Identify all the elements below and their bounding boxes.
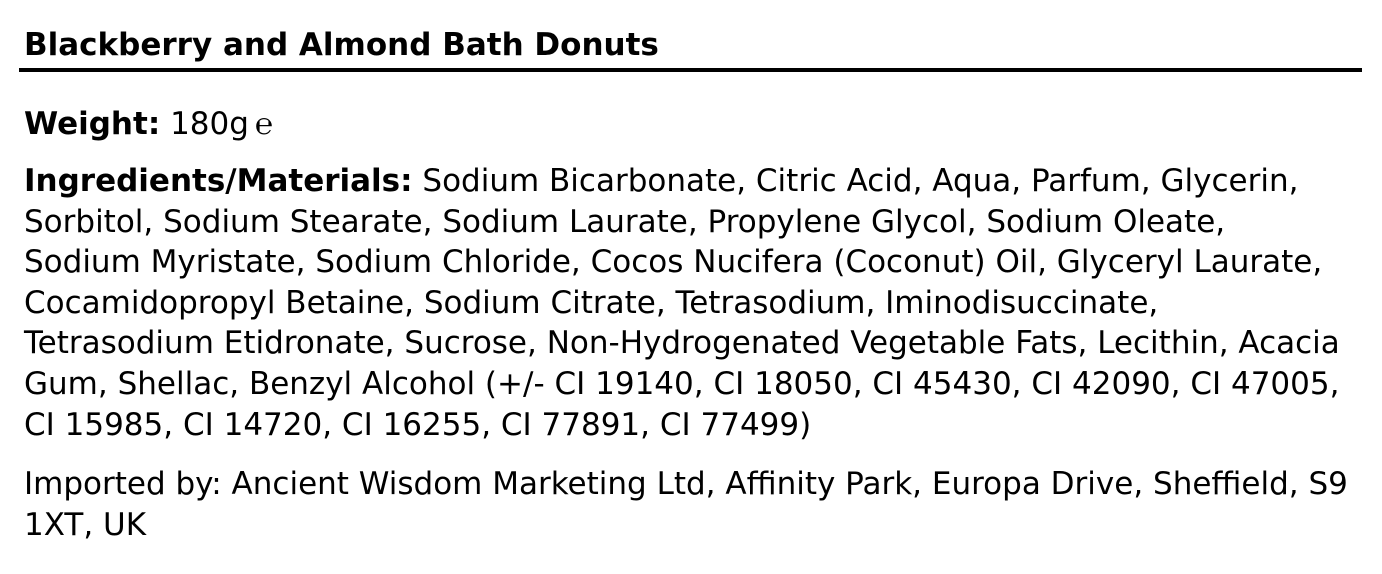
ingredients-paragraph xyxy=(24,161,1349,445)
weight-line xyxy=(24,104,273,145)
estimated-sign-icon: ℮ xyxy=(254,107,273,142)
weight-label: Weight: xyxy=(24,106,161,142)
product-title: Blackberry and Almond Bath Donuts xyxy=(24,27,659,63)
ingredients-text: Sodium Bicarbonate, Citric Acid, Aqua, Parfum, Glycerin, Sorbitol, Sodium Stearate, Sodium Laurate, Propylene Glycol, Sodium Oleate, Sodium Myristate, Sodium Chloride, Cocos Nucifera (Coconut) Oil, Glyceryl Laurate, Cocamidopropyl Betaine, Sodium Citrate, Tetrasodium, Iminodisuccinate, Tetrasodium Etidronate, Sucrose, Non-Hydrogenated Vegetable Fats, Lecithin, Acacia Gum, Shellac, Benzyl Alcohol (+/- CI 19140, CI 18050, CI 45430, CI 42090, CI 47005, CI 15985, CI 14720, CI 16255, CI 77891, CI 77499) xyxy=(24,163,1340,443)
title-divider xyxy=(19,68,1362,72)
ingredients-label: Ingredients/Materials: xyxy=(24,163,413,199)
weight-value: 180g xyxy=(170,106,249,142)
importer-paragraph: Imported by: Ancient Wisdom Marketing Ltd, Affinity Park, Europa Drive, Sheffield, S9 1XT, UK xyxy=(24,466,1348,543)
